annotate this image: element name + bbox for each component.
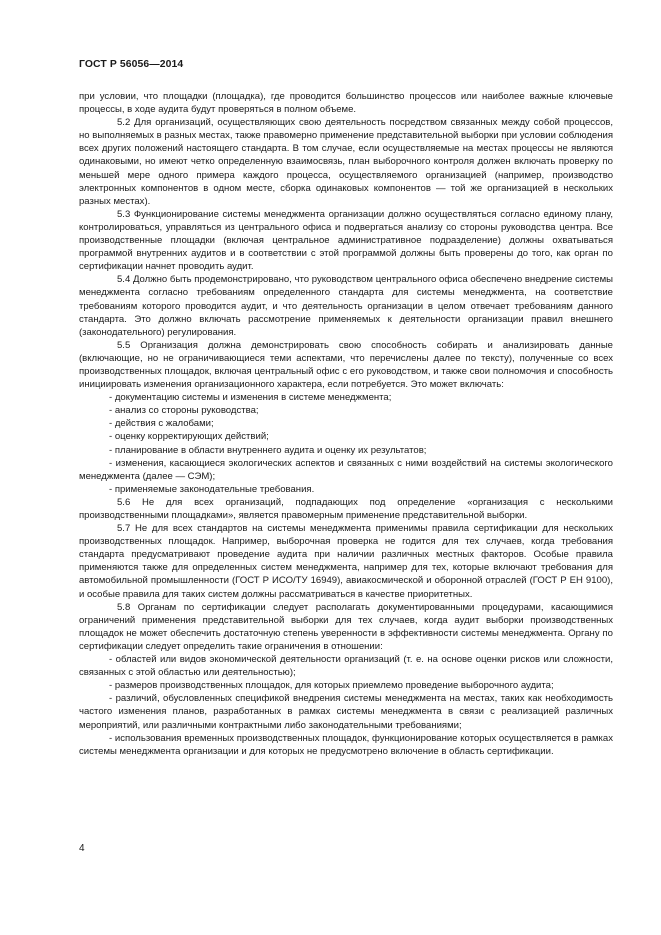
list-item: - использования временных производственных площадок, функционирование которых осуществляется в рамках системы менеджмента организации и для которых не предусмотрено включение в область сертификации. bbox=[79, 732, 613, 757]
list-item: - применяемые законодательные требования. bbox=[109, 483, 315, 495]
list-item: - анализ со стороны руководства; bbox=[109, 405, 259, 417]
page-number: 4 bbox=[79, 843, 85, 854]
list-item: - документацию системы и изменения в системе менеджмента; bbox=[109, 392, 392, 404]
paragraph: при условии, что площадки (площадка), где проводится большинство процессов или наиболее важные ключевые процессы, в ходе аудита будут проверяться в полном объеме. bbox=[79, 91, 613, 116]
list-item: - изменения, касающиеся экологических аспектов и связанных с ними воздействий на системы экологического менеджмента (далее — СЭМ); bbox=[79, 457, 613, 482]
paragraph-5-7: 5.7 Не для всех стандартов на системы менеджмента применимы правила сертификации для нескольких производственных площадок. Например, выборочная проверка не годится для тех случаев, когда требования стандарта предусматривают проведение аудита при наличии различных местных факторов. Особые правила применяются также для определенных систем менеджмента, например для тех, которые включают требования для автомобильной промышленности (ГОСТ Р ИСО/ТУ 16949), авиакосмической и оборонной отраслей (ГОСТ Р ЕН 9100), и особые правила для таких систем должны рассматриваться в качестве приоритетных. bbox=[79, 523, 613, 600]
document-body bbox=[79, 90, 613, 758]
paragraph-5-3: 5.3 Функционирование системы менеджмента организации должно осуществляться согласно единому плану, контролироваться, управляться из центрального офиса и подвергаться анализу со стороны руководства центра. Все производственные площадки (включая центральное административное подразделение) должны охватываться программой внутренних аудитов и в соответствии с этой программой должны быть проверены до того, как орган по сертификации начнет проводить аудит. bbox=[79, 208, 613, 273]
list-item: - различий, обусловленных спецификой внедрения системы менеджмента на местах, таких как необходимость частого изменения планов, разработанных в рамках системы менеджмента в связи с реализацией различных мероприятий, или различными контрактными либо законодательными требованиями; bbox=[79, 693, 613, 731]
list-item: - планирование в области внутреннего аудита и оценку их результатов; bbox=[109, 444, 427, 456]
paragraph-5-8: 5.8 Органам по сертификации следует располагать документированными процедурами, касающимися ограничений применения представительной выборки для тех случаев, когда аудит выборки производственных площадок не может обеспечить достаточную степень уверенности в эффективности системы менеджмента. Органу по сертификации следует определить такие ограничения в отношении: bbox=[79, 601, 613, 652]
paragraph-5-6: 5.6 Не для всех организаций, подпадающих под определение «организация с несколькими производственными площадками», является правомерным применение представительной выборки. bbox=[79, 496, 613, 521]
list-item: - действия с жалобами; bbox=[109, 418, 214, 430]
document-header: ГОСТ Р 56056—2014 bbox=[79, 59, 184, 70]
list-item: - размеров производственных площадок, для которых приемлемо проведение выборочного аудита; bbox=[109, 680, 554, 692]
paragraph-5-2: 5.2 Для организаций, осуществляющих свою деятельность посредством связанных между собой процессов, но выполняемых в разных местах, также правомерно применение представительной выборки при условии соблюдения всех других положений настоящего стандарта. В том случае, если осуществляемые на местах процессы не являются одинаковыми, но имеют четко определенную взаимосвязь, план выборочного контроля должен включать проверку по меньшей мере одного примера каждого процесса, осуществляемого организацией (например, производство электронных компонентов в одном месте, сборка одинаковых компонентов — той же организацией в нескольких разных местах). bbox=[79, 117, 613, 207]
paragraph-5-5: 5.5 Организация должна демонстрировать свою способность собирать и анализировать данные (включающие, но не ограничивающиеся теми аспектами, что перечислены далее по тексту), полученные со всех производственных площадок, включая центральный офис с его руководством, и также свои полномочия и способность инициировать изменения организационного характера, если потребуется. Это может включать: bbox=[79, 339, 613, 391]
paragraph-5-4: 5.4 Должно быть продемонстрировано, что руководством центрального офиса обеспечено внедрение системы менеджмента согласно требованиям определенного стандарта для системы менеджмента, на соответствие требованиям которого проводится аудит, и что деятельность организации в целом отвечает требованиям данного стандарта. Это должно включать рассмотрение применяемых к деятельности организации правил внешнего (законодательного) регулирования. bbox=[79, 274, 613, 338]
list-item: - областей или видов экономической деятельности организаций (т. е. на основе оценки рисков или сложности, связанных с этой областью или деятельностью); bbox=[79, 654, 613, 679]
list-item: - оценку корректирующих действий; bbox=[109, 431, 269, 443]
